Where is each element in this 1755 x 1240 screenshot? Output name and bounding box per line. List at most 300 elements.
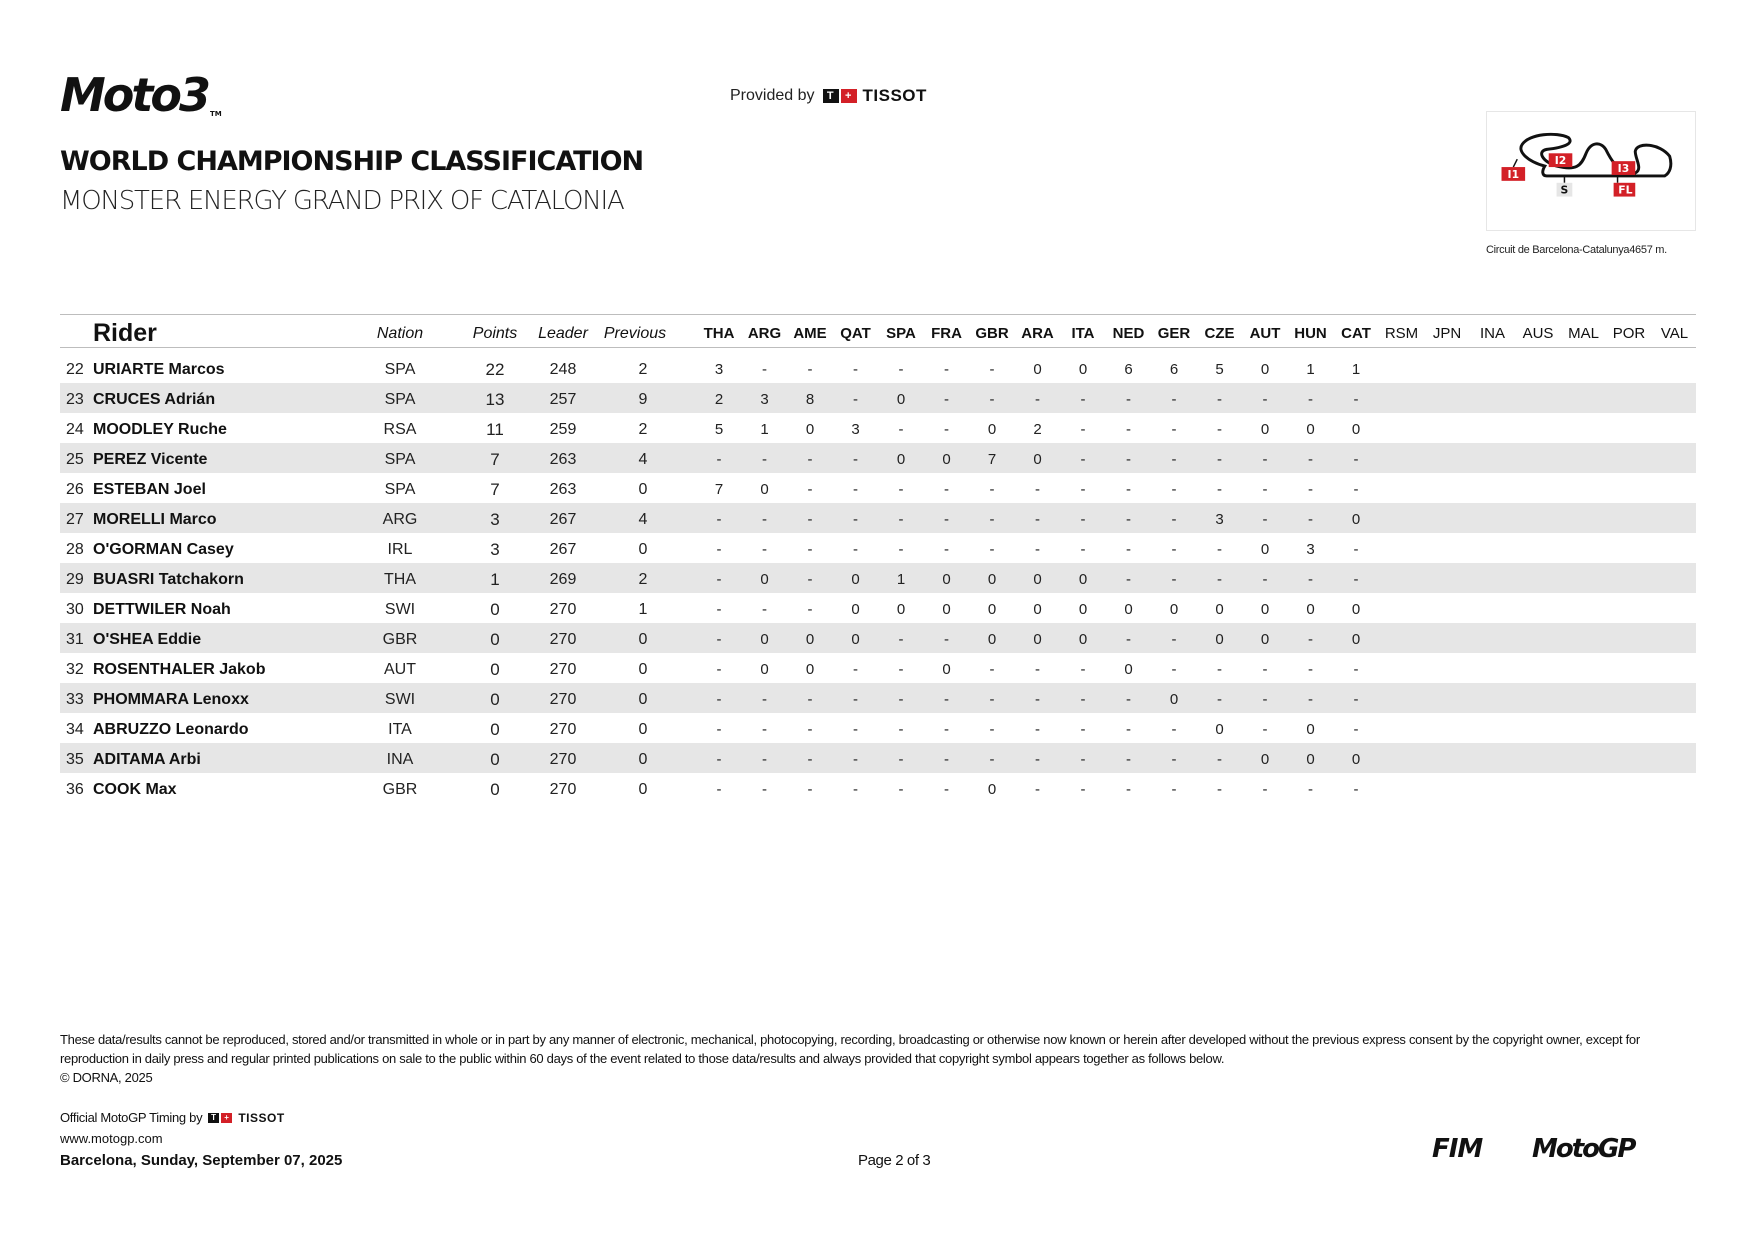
result-cell-fra: - [944, 691, 949, 708]
position-cell: 34 [66, 721, 84, 738]
result-cell-gbr: - [989, 691, 995, 708]
result-cell-ger: - [1171, 721, 1177, 738]
points-cell: 22 [485, 360, 505, 379]
position-cell: 29 [66, 571, 84, 588]
svg-text:FL: FL [1618, 183, 1633, 197]
result-cell-qat: - [853, 721, 858, 738]
points-cell: 7 [490, 450, 500, 469]
result-cell-ger: - [1171, 421, 1177, 438]
header-round-val: VAL [1660, 325, 1689, 342]
points-cell: 13 [485, 390, 505, 409]
result-cell-ned: - [1126, 751, 1131, 768]
result-cell-ita: - [1080, 541, 1086, 558]
timing-label: Official MotoGP Timing by [60, 1110, 203, 1125]
result-cell-aut: - [1262, 571, 1268, 588]
swiss-cross-icon: + [221, 1113, 232, 1123]
result-cell-cat: - [1353, 781, 1359, 798]
result-cell-ita: - [1080, 391, 1086, 408]
result-cell-cze: 0 [1215, 631, 1224, 648]
table-row [60, 683, 1696, 713]
result-cell-hun: - [1308, 391, 1313, 408]
result-cell-gbr: - [989, 751, 995, 768]
result-cell-ara: - [1035, 481, 1040, 498]
track-map [1486, 111, 1696, 231]
result-cell-spa: - [898, 751, 904, 768]
header-round-spa: SPA [886, 325, 916, 342]
result-cell-fra: 0 [942, 571, 951, 588]
leader-gap-cell: 263 [549, 451, 577, 468]
rider-name-cell: PHOMMARA Lenoxx [93, 691, 249, 708]
result-cell-aut: 0 [1260, 421, 1270, 438]
result-cell-ara: 0 [1033, 451, 1042, 468]
provided-by [730, 86, 927, 106]
position-cell: 24 [66, 421, 84, 438]
result-cell-aut: - [1262, 661, 1268, 678]
leader-gap-cell: 270 [549, 721, 577, 738]
result-cell-gbr: - [989, 661, 995, 678]
rider-name-cell: ESTEBAN Joel [93, 481, 206, 498]
leader-gap-cell: 267 [549, 511, 577, 528]
result-cell-gbr: 0 [987, 571, 997, 588]
result-cell-ara: 2 [1033, 421, 1042, 438]
result-cell-ara: 0 [1033, 631, 1042, 648]
result-cell-ame: 8 [805, 391, 815, 408]
result-cell-ame: - [807, 451, 813, 468]
result-cell-ger: - [1171, 391, 1177, 408]
points-cell: 1 [490, 570, 500, 589]
result-cell-qat: 0 [851, 601, 860, 618]
result-cell-ned: 6 [1124, 361, 1133, 378]
rider-name-cell: O'GORMAN Casey [93, 541, 234, 558]
table-row [60, 503, 1696, 533]
result-cell-spa: - [898, 661, 904, 678]
table-row [60, 353, 1696, 383]
result-cell-ned: - [1126, 451, 1131, 468]
fim-logo: FIM [1432, 1134, 1483, 1164]
header-nation: Nation [376, 325, 424, 342]
leader-gap-cell: 267 [549, 541, 577, 558]
svg-text:I3: I3 [1617, 161, 1630, 175]
nation-cell: IRL [387, 541, 413, 558]
classification-table [60, 314, 1696, 803]
result-cell-ned: - [1126, 511, 1131, 528]
leader-gap-cell: 270 [549, 691, 577, 708]
result-cell-ara: - [1035, 391, 1040, 408]
tissot-t-icon: T [208, 1113, 219, 1123]
result-cell-ame: 0 [805, 631, 815, 648]
result-cell-ger: - [1171, 781, 1177, 798]
nation-cell: SPA [384, 451, 416, 468]
rider-name-cell: MORELLI Marco [93, 511, 217, 528]
position-cell: 28 [66, 541, 84, 558]
result-cell-hun: - [1308, 631, 1313, 648]
svg-text:I1: I1 [1507, 167, 1520, 181]
result-cell-arg: - [762, 541, 767, 558]
circuit-layout-icon [1487, 112, 1695, 230]
table-row [60, 623, 1696, 653]
event-title: MONSTER ENERGY GRAND PRIX OF CATALONIA [60, 186, 624, 216]
result-cell-ara: - [1035, 781, 1040, 798]
result-cell-spa: - [898, 511, 904, 528]
header-round-qat: QAT [840, 325, 871, 342]
result-cell-spa: - [898, 631, 904, 648]
result-cell-arg: - [762, 451, 767, 468]
result-cell-ara: 0 [1033, 601, 1042, 618]
header-round-gbr: GBR [975, 325, 1009, 342]
header-round-aus: AUS [1522, 325, 1554, 342]
result-cell-ita: - [1080, 421, 1086, 438]
result-cell-spa: - [898, 691, 904, 708]
result-cell-cze: 3 [1215, 511, 1224, 528]
position-cell: 31 [66, 631, 84, 648]
previous-gap-cell: 2 [638, 361, 648, 378]
result-cell-spa: 0 [896, 451, 906, 468]
result-cell-arg: 3 [760, 391, 769, 408]
result-cell-cat: 0 [1351, 511, 1361, 528]
result-cell-ame: - [807, 481, 813, 498]
result-cell-ara: - [1035, 721, 1040, 738]
result-cell-fra: 0 [942, 661, 951, 678]
result-cell-ita: 0 [1078, 601, 1088, 618]
result-cell-fra: - [944, 781, 949, 798]
nation-cell: ARG [382, 511, 418, 528]
result-cell-hun: 0 [1306, 751, 1315, 768]
result-cell-cze: 5 [1215, 361, 1224, 378]
result-cell-arg: 1 [760, 421, 769, 438]
previous-gap-cell: 1 [638, 601, 648, 618]
nation-cell: SPA [384, 481, 416, 498]
result-cell-fra: 0 [942, 601, 951, 618]
result-cell-fra: - [944, 481, 949, 498]
result-cell-cat: 0 [1351, 751, 1361, 768]
result-cell-ita: 0 [1078, 361, 1088, 378]
result-cell-arg: 0 [760, 661, 769, 678]
result-cell-aut: - [1262, 721, 1268, 738]
header-round-fra: FRA [931, 325, 962, 342]
result-cell-ame: - [807, 691, 813, 708]
header-round-ara: ARA [1021, 325, 1054, 342]
result-cell-tha: - [716, 451, 722, 468]
points-cell: 0 [490, 660, 500, 679]
website-link[interactable]: www.motogp.com [60, 1131, 163, 1146]
result-cell-ita: - [1080, 721, 1086, 738]
result-cell-ned: 0 [1124, 661, 1133, 678]
nation-cell: RSA [383, 421, 417, 438]
result-cell-arg: - [762, 361, 767, 378]
result-cell-tha: - [716, 721, 722, 738]
nation-cell: GBR [382, 631, 418, 648]
result-cell-ger: - [1171, 631, 1177, 648]
result-cell-qat: - [853, 391, 858, 408]
result-cell-ned: - [1126, 571, 1131, 588]
result-cell-ned: - [1126, 481, 1131, 498]
result-cell-fra: - [944, 631, 949, 648]
result-cell-spa: - [898, 421, 904, 438]
nation-cell: SPA [384, 361, 416, 378]
previous-gap-cell: 0 [638, 751, 648, 768]
result-cell-hun: 1 [1306, 361, 1315, 378]
header-round-cze: CZE [1204, 325, 1235, 342]
result-cell-hun: - [1308, 481, 1313, 498]
result-cell-cze: - [1217, 571, 1222, 588]
copyright-disclaimer [60, 1030, 1700, 1087]
previous-gap-cell: 0 [638, 721, 648, 738]
result-cell-cze: - [1217, 421, 1222, 438]
result-cell-cze: - [1217, 541, 1222, 558]
result-cell-arg: - [762, 721, 767, 738]
table-row [60, 473, 1696, 503]
result-cell-qat: 3 [851, 421, 860, 438]
result-cell-gbr: 0 [987, 421, 997, 438]
leader-gap-cell: 248 [549, 361, 577, 378]
previous-gap-cell: 2 [638, 421, 648, 438]
copyright-notice: © DORNA, 2025 [60, 1070, 153, 1085]
table-row [60, 563, 1696, 593]
result-cell-ara: - [1035, 661, 1040, 678]
leader-gap-cell: 269 [549, 571, 577, 588]
result-cell-gbr: - [989, 481, 995, 498]
result-cell-ita: - [1080, 751, 1086, 768]
points-cell: 0 [490, 690, 500, 709]
header-round-por: POR [1612, 325, 1646, 342]
position-cell: 33 [66, 691, 84, 708]
event-dateline: Barcelona, Sunday, September 07, 2025 [60, 1152, 343, 1169]
previous-gap-cell: 0 [638, 781, 648, 798]
result-cell-aut: 0 [1260, 361, 1270, 378]
result-cell-cat: - [1353, 481, 1359, 498]
motogp-logo: MotoGP [1532, 1134, 1635, 1164]
header-round-jpn: JPN [1432, 325, 1462, 342]
result-cell-fra: - [944, 361, 949, 378]
result-cell-arg: - [762, 511, 767, 528]
header-round-cat: CAT [1341, 325, 1371, 342]
result-cell-aut: 0 [1260, 631, 1270, 648]
result-cell-hun: 0 [1306, 721, 1315, 738]
result-cell-cze: - [1217, 691, 1222, 708]
rider-name-cell: URIARTE Marcos [93, 361, 225, 378]
result-cell-arg: 0 [760, 481, 769, 498]
result-cell-tha: - [716, 631, 722, 648]
position-cell: 36 [66, 781, 84, 798]
result-cell-hun: 0 [1306, 421, 1315, 438]
result-cell-cat: - [1353, 451, 1359, 468]
result-cell-fra: - [944, 511, 949, 528]
header-rider: Rider [93, 319, 157, 347]
result-cell-ger: - [1171, 481, 1177, 498]
result-cell-hun: - [1308, 781, 1313, 798]
official-timing [60, 1110, 285, 1125]
result-cell-aut: 0 [1260, 751, 1270, 768]
result-cell-qat: - [853, 541, 858, 558]
result-cell-tha: 2 [714, 391, 724, 408]
position-cell: 27 [66, 511, 84, 528]
rider-name-cell: O'SHEA Eddie [93, 631, 202, 648]
result-cell-ger: 0 [1169, 601, 1179, 618]
result-cell-gbr: - [989, 511, 995, 528]
result-cell-spa: - [898, 361, 904, 378]
rider-name-cell: PEREZ Vicente [93, 451, 208, 468]
rider-name-cell: BUASRI Tatchakorn [93, 571, 244, 588]
nation-cell: ITA [388, 721, 412, 738]
result-cell-gbr: 7 [987, 451, 997, 468]
result-cell-aut: - [1262, 451, 1268, 468]
points-cell: 11 [486, 420, 504, 439]
result-cell-hun: 3 [1306, 541, 1315, 558]
result-cell-qat: - [853, 691, 858, 708]
result-cell-ita: 0 [1078, 631, 1088, 648]
result-cell-spa: 1 [896, 571, 906, 588]
previous-gap-cell: 2 [638, 571, 648, 588]
header-round-ame: AME [793, 325, 827, 342]
result-cell-qat: - [853, 781, 858, 798]
result-cell-cze: - [1217, 751, 1222, 768]
page-number: Page 2 of 3 [858, 1152, 931, 1169]
result-cell-tha: 3 [714, 361, 724, 378]
header-previous: Previous [603, 325, 667, 342]
previous-gap-cell: 0 [638, 691, 648, 708]
result-cell-tha: - [716, 781, 722, 798]
result-cell-cze: - [1217, 481, 1222, 498]
result-cell-ame: - [807, 721, 813, 738]
previous-gap-cell: 0 [638, 541, 648, 558]
result-cell-tha: 5 [714, 421, 724, 438]
result-cell-ara: 0 [1033, 361, 1042, 378]
result-cell-cze: - [1217, 781, 1222, 798]
leader-gap-cell: 270 [549, 601, 577, 618]
result-cell-tha: - [716, 511, 722, 528]
result-cell-cat: 1 [1351, 361, 1361, 378]
result-cell-aut: 0 [1260, 541, 1270, 558]
result-cell-tha: - [716, 601, 722, 618]
result-cell-ita: 0 [1078, 571, 1088, 588]
result-cell-aut: 0 [1260, 601, 1270, 618]
result-cell-spa: - [898, 481, 904, 498]
result-cell-hun: 0 [1306, 601, 1315, 618]
tissot-logo: T + TISSOT [823, 86, 927, 106]
result-cell-ita: - [1080, 781, 1086, 798]
track-caption: Circuit de Barcelona-Catalunya4657 m. [1486, 244, 1667, 256]
result-cell-ger: - [1171, 751, 1177, 768]
result-cell-cat: - [1353, 391, 1359, 408]
result-cell-ned: - [1126, 721, 1131, 738]
rider-name-cell: ROSENTHALER Jakob [93, 661, 266, 678]
header-round-ger: GER [1157, 325, 1191, 342]
result-cell-ita: - [1080, 451, 1086, 468]
nation-cell: SWI [384, 691, 416, 708]
table-row [60, 773, 1696, 803]
result-cell-ita: - [1080, 661, 1086, 678]
result-cell-hun: - [1308, 511, 1313, 528]
result-cell-cat: - [1353, 691, 1359, 708]
result-cell-fra: - [944, 721, 949, 738]
position-cell: 35 [66, 751, 84, 768]
result-cell-ita: - [1080, 511, 1086, 528]
svg-text:I2: I2 [1554, 154, 1567, 168]
points-cell: 3 [490, 540, 500, 559]
result-cell-ned: - [1126, 691, 1131, 708]
nation-cell: INA [386, 751, 414, 768]
result-cell-ned: - [1126, 541, 1131, 558]
previous-gap-cell: 0 [638, 481, 648, 498]
points-cell: 3 [490, 510, 500, 529]
result-cell-qat: - [853, 511, 858, 528]
points-cell: 0 [490, 630, 500, 649]
rider-name-cell: ADITAMA Arbi [93, 751, 201, 768]
result-cell-ame: - [807, 571, 813, 588]
result-cell-arg: - [762, 751, 767, 768]
leader-gap-cell: 270 [549, 661, 577, 678]
previous-gap-cell: 9 [638, 391, 648, 408]
result-cell-ame: - [807, 541, 813, 558]
header-round-ita: ITA [1071, 325, 1095, 342]
rider-name-cell: CRUCES Adrián [93, 391, 216, 408]
result-cell-ger: 0 [1169, 691, 1179, 708]
result-cell-ger: 6 [1169, 361, 1179, 378]
result-cell-fra: - [944, 421, 949, 438]
result-cell-ger: - [1171, 661, 1177, 678]
position-cell: 26 [66, 481, 84, 498]
result-cell-ame: 0 [805, 421, 815, 438]
result-cell-ara: - [1035, 541, 1040, 558]
rider-name-cell: ABRUZZO Leonardo [93, 721, 249, 738]
nation-cell: SWI [384, 601, 416, 618]
header-round-arg: ARG [747, 325, 782, 342]
result-cell-qat: - [853, 661, 858, 678]
rider-name-cell: COOK Max [93, 781, 177, 798]
result-cell-tha: 7 [714, 481, 724, 498]
tissot-t-icon: T [823, 89, 839, 103]
table-body [60, 353, 1696, 803]
result-cell-cze: 0 [1215, 721, 1224, 738]
nation-cell: AUT [384, 661, 416, 678]
result-cell-ned: - [1126, 391, 1131, 408]
result-cell-ame: - [807, 601, 813, 618]
result-cell-gbr: 0 [987, 781, 997, 798]
nation-cell: SPA [384, 391, 416, 408]
header-round-aut: AUT [1249, 325, 1281, 342]
header-leader: Leader [538, 325, 588, 342]
header-points: Points [472, 325, 518, 342]
header-round-rsm: RSM [1384, 325, 1419, 342]
result-cell-aut: - [1262, 511, 1268, 528]
result-cell-fra: - [944, 541, 949, 558]
position-cell: 22 [66, 361, 84, 378]
table-row [60, 443, 1696, 473]
result-cell-gbr: - [989, 721, 995, 738]
result-cell-qat: - [853, 361, 858, 378]
points-cell: 0 [490, 720, 500, 739]
table-row [60, 383, 1696, 413]
result-cell-spa: - [898, 721, 904, 738]
result-cell-aut: - [1262, 691, 1268, 708]
result-cell-tha: - [716, 571, 722, 588]
result-cell-gbr: - [989, 541, 995, 558]
leader-gap-cell: 257 [549, 391, 577, 408]
result-cell-ger: - [1171, 511, 1177, 528]
result-cell-ger: - [1171, 541, 1177, 558]
result-cell-gbr: 0 [987, 631, 997, 648]
disclaimer-text: These data/results cannot be reproduced, stored and/or transmitted in whole or in part by any manner of electronic, mechanical, photocopying, recording, broadcasting or otherwise now known or herein after developed without the previous express consent by the copyright owner, except for reproduction in daily press and regular printed publications on sale to the public within 60 days of the event related to those data/results and always provided that copyright symbol appears together as follows below. [60, 1032, 1640, 1066]
previous-gap-cell: 4 [638, 511, 648, 528]
result-cell-hun: - [1308, 571, 1313, 588]
result-cell-ned: - [1126, 781, 1131, 798]
swiss-cross-icon: + [841, 89, 857, 103]
table-row [60, 593, 1696, 623]
result-cell-hun: - [1308, 691, 1313, 708]
leader-gap-cell: 270 [549, 781, 577, 798]
result-cell-ame: - [807, 751, 813, 768]
points-cell: 0 [490, 600, 500, 619]
